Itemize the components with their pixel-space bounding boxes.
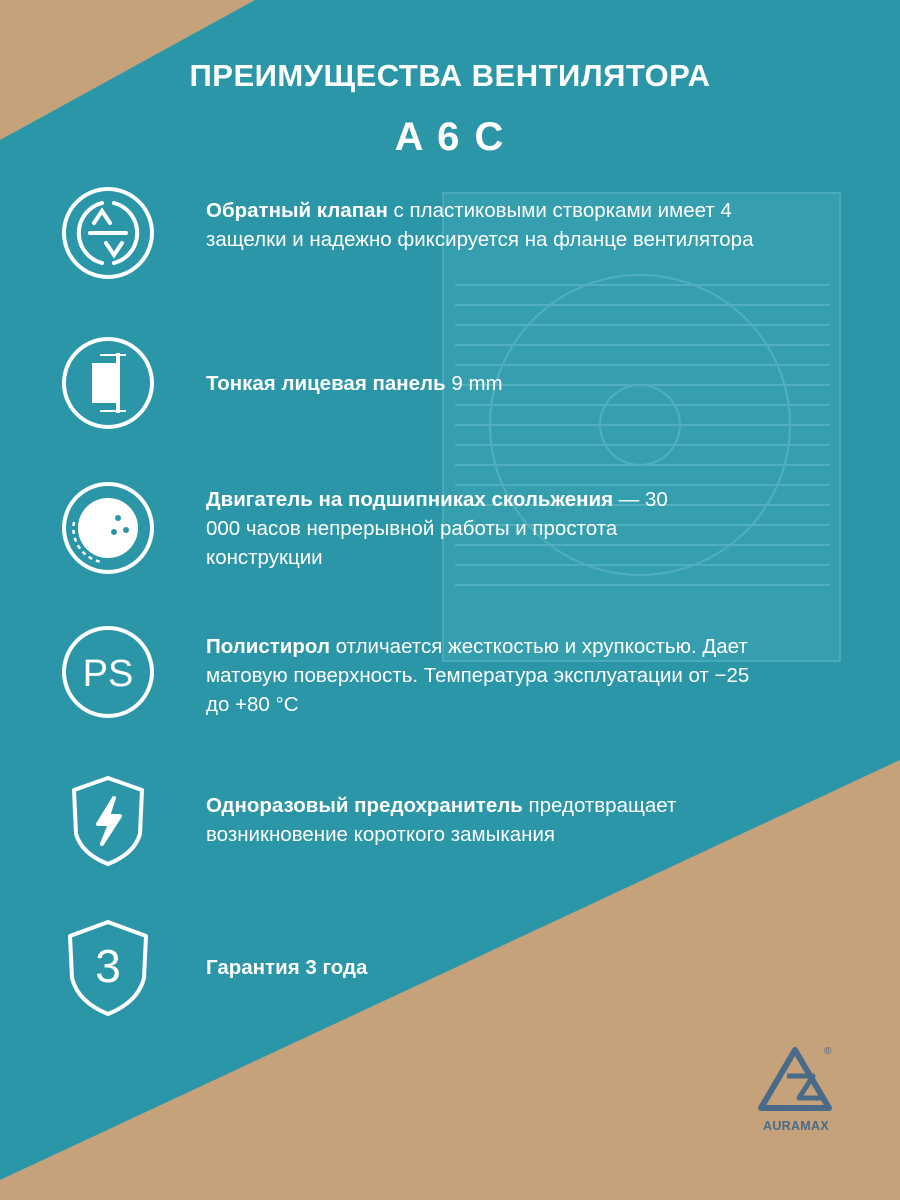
feature-bold: Двигатель на подшипниках скольжения <box>206 488 614 511</box>
logo-registered-mark: ® <box>824 1046 832 1057</box>
warranty-icon-label: 3 <box>95 940 121 992</box>
feature-polystyrene <box>206 632 766 719</box>
feature-bold: Одноразовый предохранитель <box>206 794 523 817</box>
feature-desc: 9 mm <box>445 372 503 395</box>
feature-check-valve <box>206 196 786 254</box>
feature-thin-panel <box>206 369 786 398</box>
feature-bold: Полистирол <box>206 635 330 658</box>
feature-desc: предотвращает возникновение короткого замыкания <box>206 794 677 846</box>
ps-icon-label: PS <box>82 653 134 695</box>
fan-photo <box>443 193 840 661</box>
feature-desc: — 30 000 часов непрерывной работы и простота конструкции <box>206 488 668 569</box>
feature-bold: Обратный клапан <box>206 199 388 222</box>
feature-warranty <box>206 953 786 982</box>
model-title: A 6 C <box>394 115 506 159</box>
feature-bearing-motor <box>206 485 706 572</box>
feature-bold: Тонкая лицевая панель <box>206 372 446 395</box>
feature-fuse <box>206 791 766 849</box>
feature-desc: отличается жесткостью и хрупкостью. Дает матовую поверхность. Температура эксплуатации от −25 до +80 °C <box>206 635 750 716</box>
logo-wordmark: AURAMAX <box>763 1119 829 1133</box>
feature-bold: Гарантия 3 года <box>206 956 368 979</box>
page-title: ПРЕИМУЩЕСТВА ВЕНТИЛЯТОРА <box>189 58 711 93</box>
feature-desc: с пластиковыми створками имеет 4 защелки и надежно фиксируется на фланце вентилятора <box>206 199 754 251</box>
